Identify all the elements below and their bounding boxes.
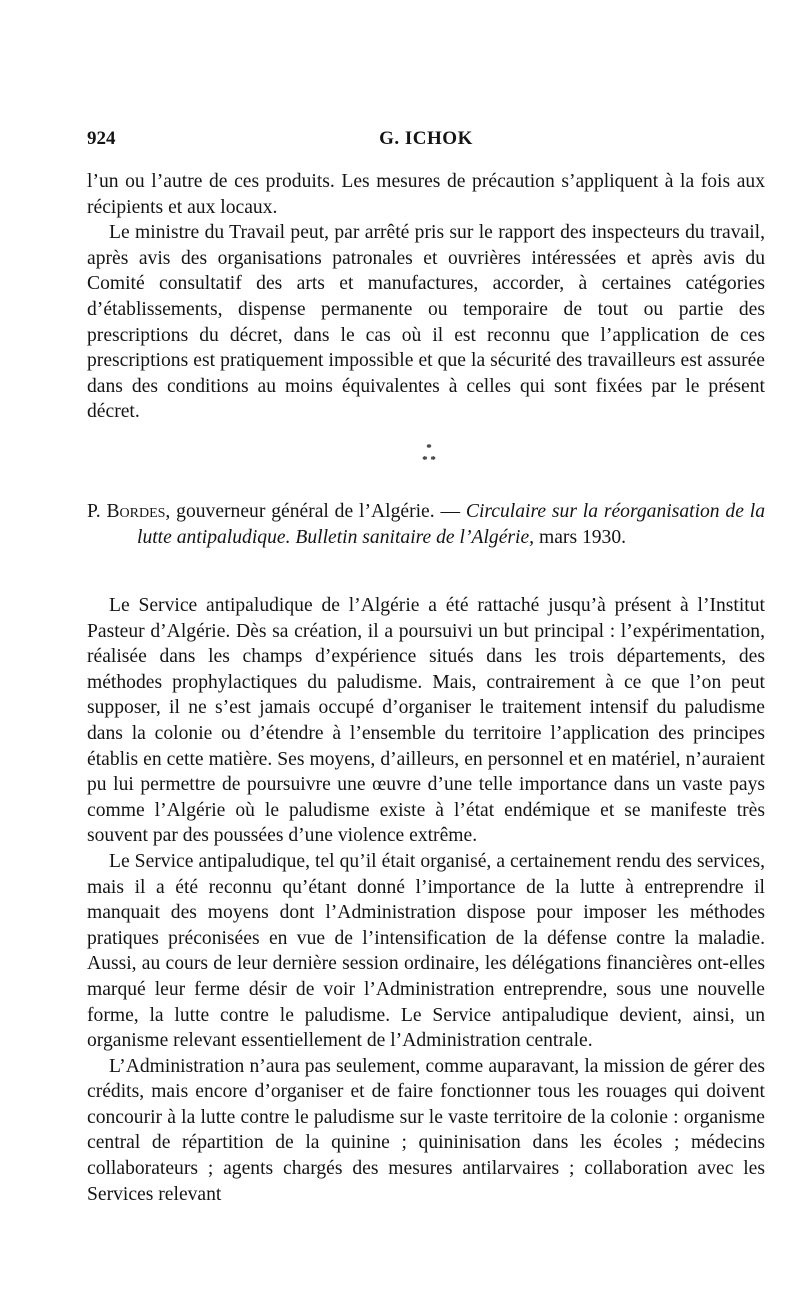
page-header	[87, 128, 765, 154]
reference-title: Circulaire sur la réorganisation de la lutte antipaludique. Bulletin sanitaire de l’Algérie,	[137, 501, 765, 548]
reference-date: mars 1930.	[534, 526, 627, 548]
author-surname: Bordes	[106, 501, 166, 522]
asterism-top: *	[426, 442, 432, 454]
body-paragraph: L’Administration n’aura pas seulement, comme auparavant, la mission de gérer des crédits, mais encore d’organiser et de faire fonctionner tous les rouages qui doivent concourir à la lutte contre le paludisme sur le vaste territoire de la colonie : organisme central de répartition de la quinine ; quininisation dans les écoles ; médecins collaborateurs ; agents chargés des mesures antilarvaires ; collaboration avec les Services relevant	[87, 1055, 765, 1205]
continued-paragraph: l’un ou l’autre de ces produits. Les mesures de précaution s’appliquent à la fois aux récipients et aux locaux.	[87, 171, 765, 218]
asterism-bottom: * *	[422, 454, 436, 466]
page-number: 924	[87, 128, 116, 149]
running-head: G. ICHOK	[379, 128, 473, 149]
author-initial: P.	[87, 501, 107, 522]
body-paragraph: Le Service antipaludique, tel qu’il était organisé, a certainement rendu des services, mais il a été reconnu qu’étant donné l’importance de la lutte à entreprendre il manquait des moyens dont l’Administration dispose pour imposer les méthodes pratiques préconisées en vue de l’intensification de la défense contre la maladie. Aussi, au cours de leur dernière session ordinaire, les délégations financières ont-elles marqué leur ferme désir de voir l’Administration entreprendre, sous une nouvelle forme, la lutte contre le paludisme. Le Service antipaludique devient, ainsi, un organisme relevant essentiellement de l’Administration centrale.	[87, 850, 765, 1052]
author-role: , gouverneur général de l’Algérie. —	[165, 501, 466, 522]
asterism-separator	[409, 442, 449, 478]
decree-paragraph: Le ministre du Travail peut, par arrêté pris sur le rapport des inspecteurs du travail, après avis des organisations patronales et ouvrières intéressées et après avis du Comité consultatif des arts et manufactures, accorder, à certaines catégories d’établissements, dispense permanente ou temporaire de tout ou partie des prescriptions du décret, dans le cas où il est reconnu que l’application de ces prescriptions est pratiquement impossible et que la sécurité des travailleurs est assurée dans des conditions au moins équivalentes à celles qui sont fixées par le présent décret.	[87, 222, 765, 423]
bibliographic-reference	[87, 499, 765, 550]
body-paragraph: Le Service antipaludique de l’Algérie a été rattaché jusqu’à présent à l’Institut Pasteur d’Algérie. Dès sa création, il a poursuivi un but principal : l’expérimentation, réalisée dans les champs d’expérience situés dans les trois départements, des méthodes prophylactiques du paludisme. Mais, contrairement à ce que l’on peut supposer, il ne s’est jamais occupé d’organiser le traitement intensif du paludisme dans la colonie ou d’étendre à l’ensemble du territoire l’application des principes établis en cette matière. Ses moyens, d’ailleurs, en personnel et en matériel, n’auraient pu lui permettre de poursuivre une œuvre d’une telle importance dans un vaste pays comme l’Algérie où le paludisme existe à l’état endémique et se manifeste très souvent par des poussées d’une violence extrême.	[87, 595, 765, 847]
intro-section	[87, 169, 765, 425]
main-text	[87, 593, 765, 1207]
